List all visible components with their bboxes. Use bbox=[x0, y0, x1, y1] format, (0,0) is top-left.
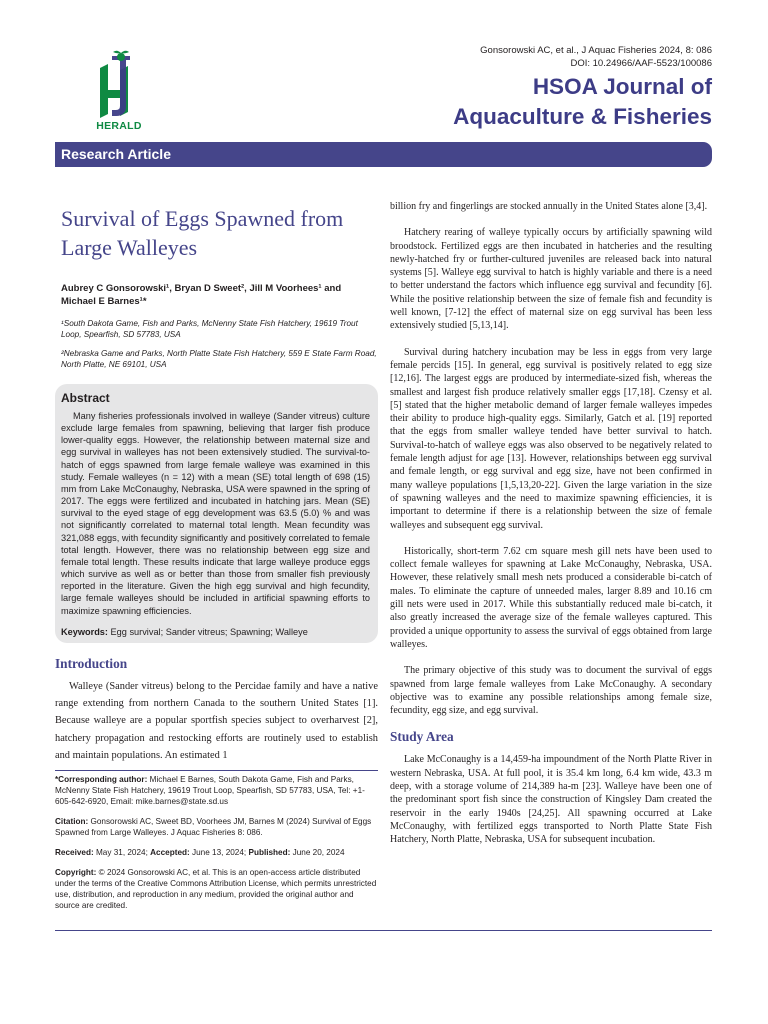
right-column bbox=[390, 200, 712, 846]
abstract-box bbox=[55, 384, 378, 643]
introduction-heading: Introduction bbox=[55, 655, 128, 671]
article-type-label: Research Article bbox=[61, 146, 171, 162]
body-paragraph: Survival during hatchery incubation may be less in eggs from very large female percids [15]. In general, egg survival is positively related to egg size [12,16]. The largest eggs are produced by intermediate-sized fish, whereas the smallest and largest fish produce relatively smaller eggs [17,18]. Czensy et al. [5] stated that the higher metabolic demand of larger female walleyes impedes their ability to produce high-quality eggs. Similarly, Gatch et al. [19] reported that the eggs from smaller walleye tended have better survival to hatch. Survival-to-hatch of walleye eggs was also observed to be negatively related to female length adjust for age [13]. However, relationships between egg survival and female length, or egg survival and egg size, have not been confirmed in many walleye populations [1,5,13,20-22]. Given the large variation in the size of spawning walleyes and the need to maximize spawning efficiencies, it is important to determine if there is a relationship between the size of female walleyes and subsequent egg survival. bbox=[390, 346, 712, 531]
keywords-label: Keywords: bbox=[61, 626, 108, 637]
journal-title bbox=[453, 72, 712, 132]
copyright-text: © 2024 Gonsorowski AC, et al. This is an open-access article distributed under the terms of the Creative Commons Attribution License, which permits unrestricted use, distribution, and reproduction in any medium, provided the original author and source are credited. bbox=[55, 868, 377, 911]
published-label: Published: bbox=[248, 848, 291, 858]
article-type-bar bbox=[55, 142, 712, 167]
body-paragraph: Lake McConaughy is a 14,459-ha impoundment of the North Platte River in western Nebraska, USA. At full pool, it is 35.4 km long, 6.4 km wide, 43.3 m deep, with a storage volume of 214,389 ha-m [23]. Walleye have been one of the predominant sport fish since the construction of Kingsley Dam created the reservoir in the early 1940s [24,25]. All spawning occurred at Lake McConaughy, with fertilized eggs transported to North Platte State Fish Hatchery, North Platte, Nebraska, USA for subsequent incubation. bbox=[390, 754, 712, 846]
affiliation-1: ¹South Dakota Game, Fish and Parks, McNenny State Fish Hatchery, 19619 Trout Loop, Spearfish, SD 57783, USA bbox=[61, 319, 358, 339]
article-title: Survival of Eggs Spawned from Large Walleyes bbox=[61, 206, 344, 260]
logo-text: HERALD bbox=[96, 120, 142, 132]
footnote-divider bbox=[55, 770, 378, 771]
citation-label: Citation: bbox=[55, 817, 89, 827]
abstract-text: Many fisheries professionals involved in walleye (Sander vitreus) culture exclude large females from spawning, believing that larger fish produce lower-quality eggs. However, the relationship between maternal size and egg survival in walleyes has not been extensively studied. The survival-to-hatch of eggs spawned from large female walleye was examined in this study. Female walleyes (n = 12) with a mean (SE) total length of 698 (15) mm from Lake McConaughy, Nebraska, USA were spawned in the spring of 2017. The eggs were fertilized and incubated in hatching jars. Mean (SE) survival to the eyed stage of egg development was 63.5 (5.0) % and was not significantly correlated to maternal total length. Mean fecundity was 321,088 eggs, with fecundity significantly and positively correlated to female total length. However, there was no relationship between egg size and female total length. These results indicate that large walleye produce eggs which survive as well as or better than those from smaller fish previously reported in the literature. Given the high egg survival and high fecundity, large female walleyes should be included in artificial spawning efforts to maximize spawning efficiencies. bbox=[61, 411, 370, 616]
keywords-value: Egg survival; Sander vitreus; Spawning; Walleye bbox=[110, 626, 308, 637]
left-column bbox=[55, 200, 378, 911]
abstract-heading: Abstract bbox=[61, 391, 110, 405]
page-bottom-rule bbox=[55, 930, 712, 931]
journal-title-line1: HSOA Journal of bbox=[532, 74, 712, 99]
dates-note bbox=[55, 847, 378, 858]
study-area-heading: Study Area bbox=[390, 729, 454, 745]
citation-line: Gonsorowski AC, et al., J Aquac Fisheries 2024, 8: 086 bbox=[480, 45, 712, 56]
affiliation-2: ²Nebraska Game and Parks, North Platte State Fish Hatchery, 559 E State Farm Road, North Platte, NE 69101, USA bbox=[61, 349, 377, 369]
accepted-label: Accepted: bbox=[150, 848, 190, 858]
journal-title-line2: Aquaculture & Fisheries bbox=[453, 104, 712, 129]
doi-line: DOI: 10.24966/AAF-5523/100086 bbox=[570, 58, 712, 69]
body-paragraph: Historically, short-term 7.62 cm square mesh gill nets have been used to collect female walleyes for spawning at Lake McConaughy, Nebraska, USA. However, these relatively small mesh nets produced a considerable bi-catch of males. To eliminate the capture of unneeded males, larger 8.89 and 10.16 cm gill nets were used in 2017. While this substantially reduced male bi-catch, it also greatly increased the average size of the female walleyes captured. This provided a unique opportunity to assess the survival of eggs obtained from large walleyes. bbox=[390, 545, 712, 650]
accepted-date: June 13, 2024; bbox=[192, 848, 247, 858]
body-paragraph-continued: billion fry and fingerlings are stocked annually in the United States alone [3,4]. bbox=[390, 201, 708, 212]
received-label: Received: bbox=[55, 848, 94, 858]
body-paragraph: The primary objective of this study was to document the survival of eggs spawned from large female walleyes from Lake McConaughy. A secondary objective was to examine any possible relationships among female size, fecundity, egg size, and egg survival. bbox=[390, 665, 712, 717]
citation-text: Gonsorowski AC, Sweet BD, Voorhees JM, Barnes M (2024) Survival of Eggs Spawned from Large Walleyes. J Aquac Fisheries 8: 086. bbox=[55, 817, 372, 838]
corresponding-author-note bbox=[55, 774, 378, 807]
published-date: June 20, 2024 bbox=[292, 848, 345, 858]
body-paragraph: Hatchery rearing of walleye typically occurs by artificially spawning wild broodstock. Fertilized eggs are then incubated in hatcheries and the resulting newly-hatched fry or further-cultured juveniles are released back into natural systems [5]. Walleye egg survival to hatch is highly variable and there is a need to better understand the factors which influence egg survival and fecundity [6]. While the positive relationship between the size of female fish and fecundity is well known, [7-12] the effect of maternal size on egg survival has been less extensively studied [5,13,14]. bbox=[390, 227, 712, 332]
copyright-label: Copyright: bbox=[55, 868, 97, 878]
received-date: May 31, 2024; bbox=[95, 848, 148, 858]
author-list: Aubrey C Gonsorowski¹, Bryan D Sweet², Jill M Voorhees¹ and Michael E Barnes¹* bbox=[61, 283, 342, 307]
corresponding-label: *Corresponding author: bbox=[55, 775, 148, 785]
corresponding-text: Michael E Barnes, South Dakota Game, Fish and Parks, McNenny State Fish Hatchery, 19619 Trout Loop, Spearfish, SD 57783, USA, Tel: +1-605-642-6920, Email: mike.barnes@state.sd.us bbox=[55, 775, 365, 807]
introduction-paragraph: Walleye (Sander vitreus) belong to the Percidae family and have a native range extending from northern Canada to the southern United States [1]. Because walleye are a popular sportfish species subject to overharvest [2], hatchery propagation and restocking efforts are routinely used to establish and maintain populations. An estimated 1 bbox=[55, 680, 378, 761]
keywords-line bbox=[61, 627, 370, 637]
copyright-note bbox=[55, 867, 378, 911]
citation-note bbox=[55, 816, 378, 838]
header-citation bbox=[480, 44, 712, 70]
